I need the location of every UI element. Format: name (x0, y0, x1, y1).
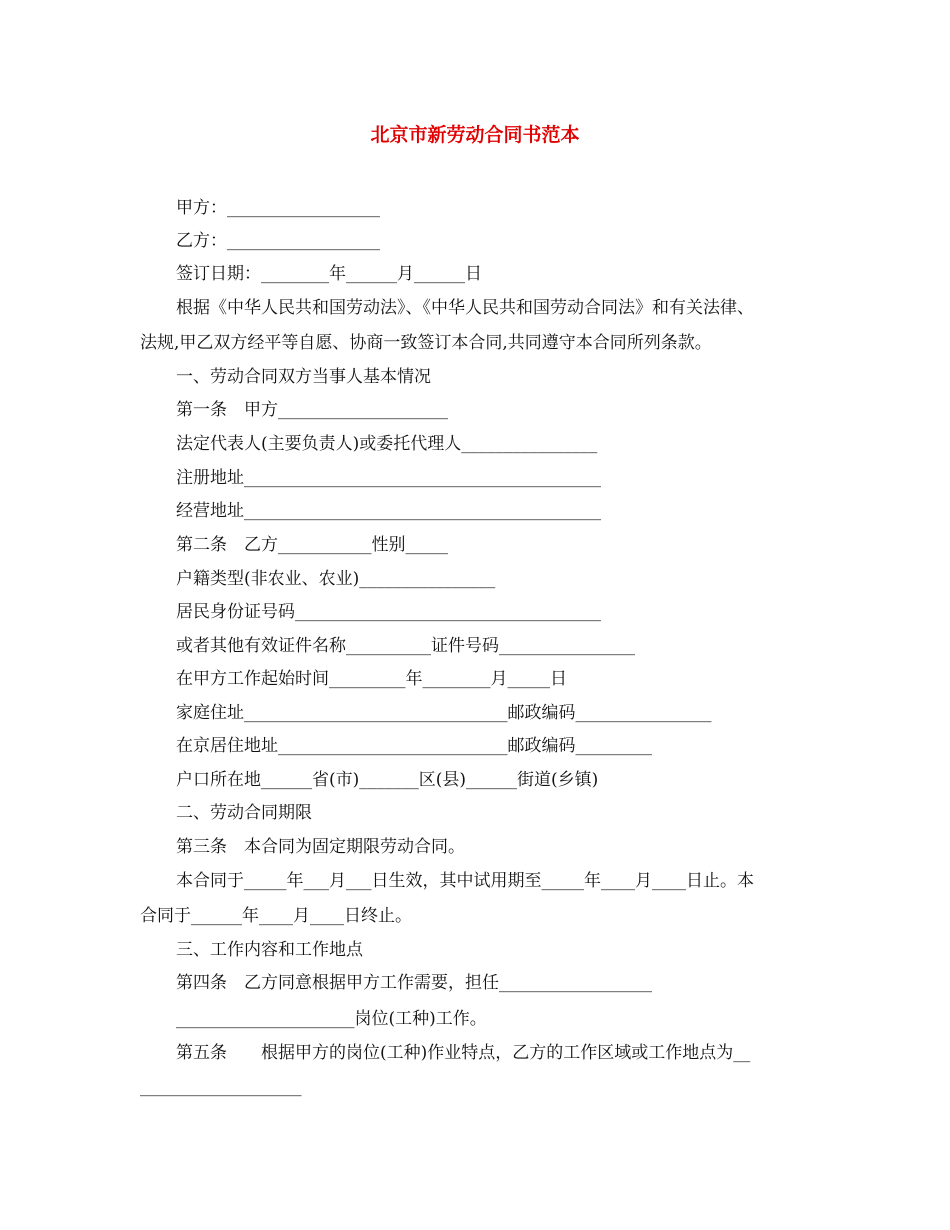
section-3-heading: 三、工作内容和工作地点 (176, 940, 363, 960)
registered-address-line: 注册地址__________________________________________ (176, 468, 601, 488)
contract-term-line-2: 合同于______年____月____日终止。 (140, 906, 412, 926)
contract-term-line-1: 本合同于_____年___月___日生效，其中试用期至_____年____月____日止。本 (176, 871, 754, 891)
article-3-line: 第三条 本合同为固定期限劳动合同。 (176, 837, 465, 857)
hukou-location-line: 户口所在地______省(市)_______区(县)______街道(乡镇) (176, 770, 599, 790)
home-address-line: 家庭住址_______________________________邮政编码________________ (176, 703, 712, 723)
preamble-line-2: 法规,甲乙双方经平等自愿、协商一致签订本合同,共同遵守本合同所列条款。 (140, 333, 712, 353)
legal-representative-line: 法定代表人(主要负责人)或委托代理人________________ (176, 434, 598, 454)
article-1-party-a: 第一条 甲方____________________ (176, 400, 448, 420)
article-4-line-2: _____________________岗位(工种)工作。 (176, 1009, 487, 1029)
document-title: 北京市新劳动合同书范本 (370, 124, 580, 146)
article-5-line-2: ___________________ (140, 1077, 302, 1097)
sign-date-line: 签订日期：________年______月______日 (176, 264, 482, 284)
section-2-heading: 二、劳动合同期限 (176, 803, 312, 823)
beijing-address-line: 在京居住地址___________________________邮政编码_________ (176, 736, 652, 756)
household-type-line: 户籍类型(非农业、农业)________________ (176, 569, 496, 589)
business-address-line: 经营地址__________________________________________ (176, 501, 601, 521)
id-number-line: 居民身份证号码____________________________________ (176, 602, 601, 622)
start-date-line: 在甲方工作起始时间_________年________月_____日 (176, 669, 567, 689)
section-1-heading: 一、劳动合同双方当事人基本情况 (176, 367, 431, 387)
article-5-line-1: 第五条 根据甲方的岗位(工种)作业特点，乙方的工作区域或工作地点为__ (176, 1043, 751, 1063)
article-4-line-1: 第四条 乙方同意根据甲方工作需要，担任__________________ (176, 973, 652, 993)
other-certificate-line: 或者其他有效证件名称__________证件号码________________ (176, 636, 635, 656)
article-2-party-b: 第二条 乙方___________性别_____ (176, 535, 448, 555)
preamble-line-1: 根据《中华人民共和国劳动法》、《中华人民共和国劳动合同法》和有关法律、 (176, 298, 754, 318)
party-b-line: 乙方：__________________ (176, 231, 380, 251)
party-a-line: 甲方：__________________ (176, 198, 380, 218)
